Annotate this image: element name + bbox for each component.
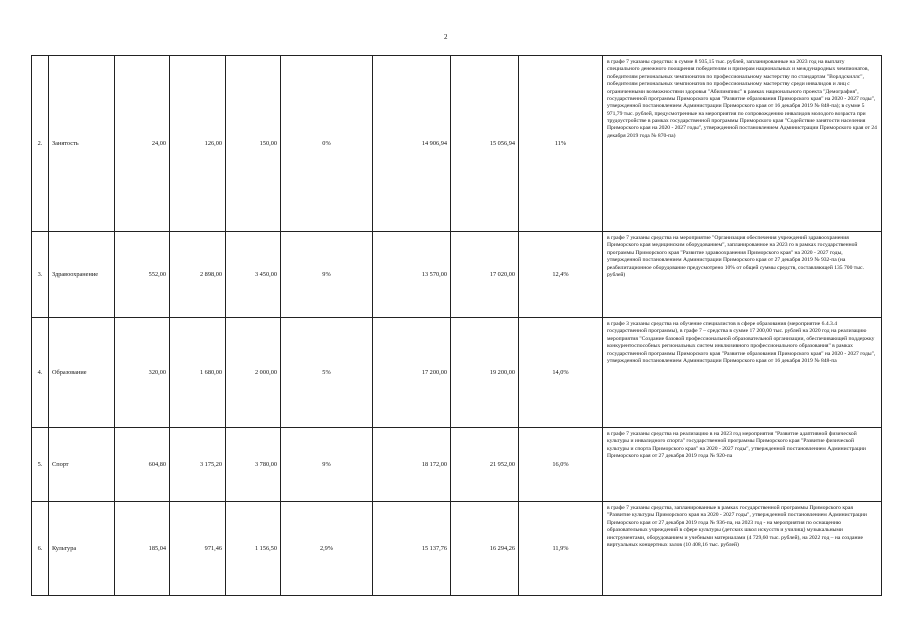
cell-col8: 16 294,26: [451, 502, 519, 596]
sector-name: Занятость: [49, 56, 115, 232]
cell-note: в графе 3 указаны средства на обучение специалистов в сфере образования (мероприятие 6.4.3.4 государственной программы), в графе 7 – средства в сумме 17 200,00 тыс. рублей на 2020 год на реализацию мероприятия "Создание базовой профессиональной образовательной организации, обеспечивающей поддержку конкурентоспособных региональных систем инклюзивного профессионального образования" в рамках государственной программы Приморского края "Развитие образования Приморского края" на 2020 - 2027 годы", утвержденной постановлением Администрации Приморского края от 16 декабря 2019 № 848-па: [603, 318, 882, 428]
cell-col3: 604,80: [115, 428, 170, 502]
cell-col6: 0%: [281, 56, 373, 232]
sector-name: Культура: [49, 502, 115, 596]
cell-note: в графе 7 указаны средства: в сумме 8 935,15 тыс. рублей, запланированные на 2023 год на выплату специального денежного поощрения победителям и призерам национальных и международных чемпионатов, победителям региональных чемпионатов по профессиональному мастерству по стандартам "Ворлдскиллс", победителям региональных чемпионатов по профессиональному мастерству среди инвалидов и лиц с ограниченными возможностями здоровья "Абилимпикс" в рамках национального проекта "Демография", государственной программы Приморского края "Развитие образования Приморского края" на 2020 - 2027 годы", утвержденной постановлением Администрации Приморского края от 16 декабря 2019 № 848-па); в сумме 5 971,79 тыс. рублей, предусмотренные на мероприятия по сопровождению инвалидов молодого возраста при трудоустройстве в рамках государственной программы Приморского края "Содействие занятости населения Приморского края на 2020 - 2027 годы", утвержденной постановлением Администрации Приморского края от 24 декабря 2019 года № 870-па): [603, 56, 882, 232]
row-index: 3.: [32, 232, 49, 318]
cell-col6: 2,9%: [281, 502, 373, 596]
row-index: 2.: [32, 56, 49, 232]
cell-col7: 13 570,00: [373, 232, 451, 318]
cell-col4: 2 898,00: [170, 232, 226, 318]
cell-note: в графе 7 указаны средства, запланированные в рамках государственной программы Приморского края "Развитие культуры Приморского края на 2020 - 2027 годы", утвержденной постановлением Администрации Приморского края от 27 декабря 2019 года № 936-па, на 2023 год - на мероприятия по оснащению образовательных учреждений в сфере культуры (детских школ искусств и училищ) музыкальными инструментами, оборудованием и учебными материалами (4 729,60 тыс. рублей), на 2022 год – на создание виртуальных концертных залов (10 408,16 тыс. рублей): [603, 502, 882, 596]
cell-col9: 11,9%: [519, 502, 603, 596]
cell-col8: 17 020,00: [451, 232, 519, 318]
sector-name: Здравоохранение: [49, 232, 115, 318]
table-row: [32, 232, 882, 318]
page-number: 2: [444, 33, 448, 41]
cell-note: в графе 7 указаны средства на реализацию в на 2023 год мероприятия "Развитие адаптивной физической культуры и инвалидного спорта" государственной программы Приморского края "Развитие физической культуры и спорта Приморского края" на 2020 - 2027 годы", утвержденной постановлением Администрации Приморского края от 27 декабря 2019 года № 920-па: [603, 428, 882, 502]
cell-col6: 9%: [281, 428, 373, 502]
cell-col3: 24,00: [115, 56, 170, 232]
budget-table: [31, 55, 882, 596]
cell-col4: 1 680,00: [170, 318, 226, 428]
cell-col7: 15 137,76: [373, 502, 451, 596]
row-index: 5.: [32, 428, 49, 502]
cell-col4: 3 175,20: [170, 428, 226, 502]
cell-col5: 2 000,00: [226, 318, 281, 428]
cell-col5: 1 156,50: [226, 502, 281, 596]
cell-col3: 185,04: [115, 502, 170, 596]
cell-col7: 18 172,00: [373, 428, 451, 502]
cell-col9: 14,0%: [519, 318, 603, 428]
cell-note: в графе 7 указаны средства на мероприятие "Организация обеспечения учреждений здравоохранения Приморского края медицинским оборудованием", запланированное на 2023 го в рамках государственной программы Приморского края "Развитие здравоохранения Приморского края" на 2020 - 2027 годы, утвержденной постановлением Администрации Приморского края от 27 декабря 2019 № 932-па (на реабилитационное оборудование предусмотрено 10% от общей суммы средств, составляющей 135 700 тыс. рублей): [603, 232, 882, 318]
table-row: [32, 318, 882, 428]
cell-col9: 11%: [519, 56, 603, 232]
cell-col8: 15 056,94: [451, 56, 519, 232]
table-row: [32, 56, 882, 232]
cell-col6: 9%: [281, 232, 373, 318]
cell-col6: 5%: [281, 318, 373, 428]
row-index: 6.: [32, 502, 49, 596]
cell-col3: 320,00: [115, 318, 170, 428]
cell-col5: 3 450,00: [226, 232, 281, 318]
row-index: 4.: [32, 318, 49, 428]
cell-col4: 126,00: [170, 56, 226, 232]
table-row: [32, 428, 882, 502]
sector-name: Образование: [49, 318, 115, 428]
cell-col5: 3 780,00: [226, 428, 281, 502]
cell-col4: 971,46: [170, 502, 226, 596]
cell-col3: 552,00: [115, 232, 170, 318]
cell-col7: 14 906,94: [373, 56, 451, 232]
cell-col8: 19 200,00: [451, 318, 519, 428]
table-row: [32, 502, 882, 596]
cell-col7: 17 200,00: [373, 318, 451, 428]
sector-name: Спорт: [49, 428, 115, 502]
cell-col8: 21 952,00: [451, 428, 519, 502]
cell-col9: 12,4%: [519, 232, 603, 318]
cell-col9: 16,0%: [519, 428, 603, 502]
cell-col5: 150,00: [226, 56, 281, 232]
